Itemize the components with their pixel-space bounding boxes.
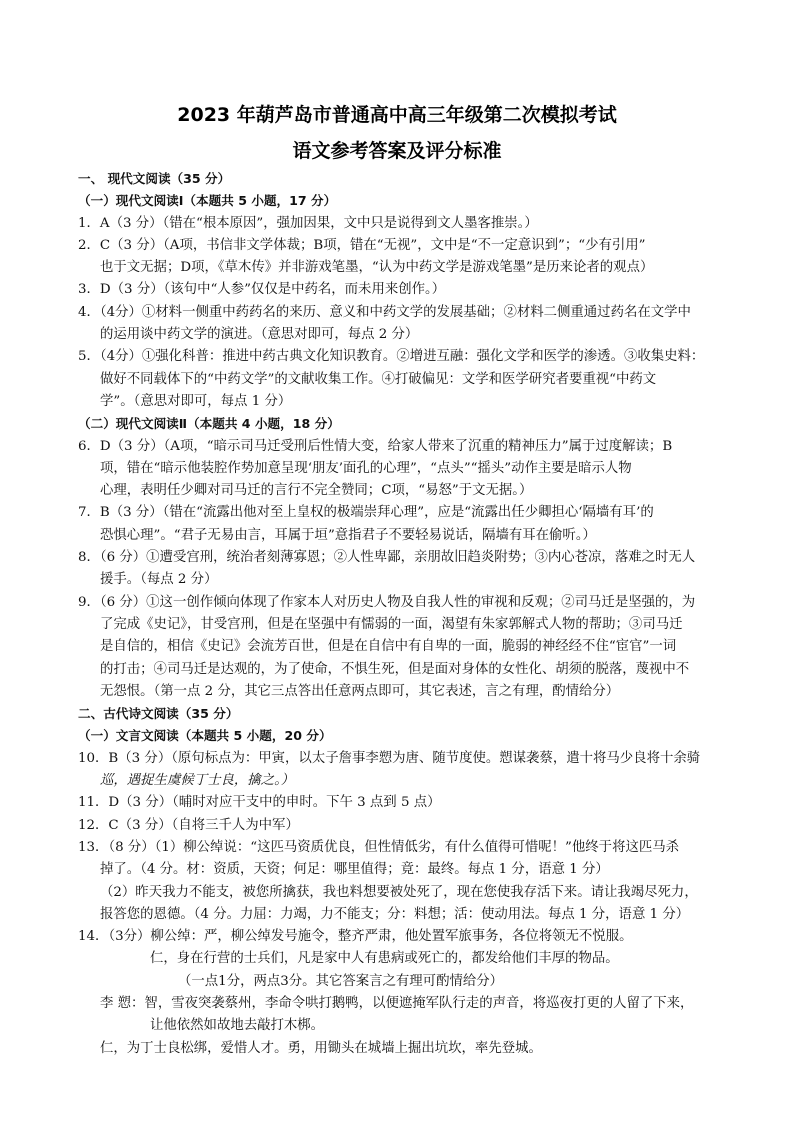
answer-line: （一点1分，两点3分。其它答案言之有理可酌情给分） xyxy=(178,973,504,989)
answer-line: 也于文无据；D项，《草木传》并非游戏笔墨，“认为中药文学是游戏笔墨”是历来论者的观点） xyxy=(100,260,654,276)
exam-subtitle: 语文参考答案及评分标准 xyxy=(292,140,502,162)
answer-line: 恐惧心理”。“君子无易由言，耳属于垣”意指君子不要轻易说话，隔墙有耳在偷听。） xyxy=(100,527,596,543)
answer-line: 让他依然如故地去敲打木梆。 xyxy=(150,1018,325,1034)
answer-line: 11．D（3 分）（晡时对应干支中的申时。下午 3 点到 5 点） xyxy=(78,795,441,811)
answer-line: 4．（4分）①材料一侧重中药药名的来历、意义和中药文学的发展基础；②材料二侧重通过药名在文学中 xyxy=(78,304,691,320)
section-heading: 二、古代诗文阅读（35 分） xyxy=(78,706,239,722)
answer-line: 6．D（3 分）（A项，“暗示司马迁受刑后性情大变，给家人带来了沉重的精神压力”属于过度解读；B xyxy=(78,438,673,454)
section-heading: （二）现代文阅读Ⅱ（本题共 4 小题，18 分） xyxy=(78,416,340,432)
answer-line: 12．C（3 分）（自将三千人为中军） xyxy=(78,817,299,833)
answer-line: 10．B（3 分）（原句标点为：甲寅，以太子詹事李愬为唐、随节度使。愬谋袭蔡，遣十将马少良将十余骑 xyxy=(78,750,701,766)
answer-line: 李 愬：智，雪夜突袭蔡州，李命令哄打鹅鸭，以便遮掩军队行走的声音，将巡夜打更的人留了下来， xyxy=(100,995,694,1011)
answer-line: （2）昨天我力不能支，被您所擒获，我也料想要被处死了，现在您使我存活下来。请让我竭尽死力， xyxy=(100,884,698,900)
answer-line: 了完成《史记》，甘受宫刑，但是在坚强中有懦弱的一面，渴望有朱家郭解式人物的帮助；③司马迁 xyxy=(100,616,683,632)
answer-line: 的运用谈中药文学的演进。（意思对即可，每点 2 分） xyxy=(100,327,419,343)
section-heading: （一）现代文阅读Ⅰ（本题共 5 小题，17 分） xyxy=(78,193,337,209)
answer-line: 1．A（3 分）（错在“根本原因”，强加因果，文中只是说得到文人墨客推崇。） xyxy=(78,215,538,231)
answer-line: 仁，为丁士良松绑，爱惜人才。勇，用锄头在城墙上掘出坑坎，率先登城。 xyxy=(100,1040,542,1056)
section-heading: （一）文言文阅读（本题共 5 小题，20 分） xyxy=(78,728,332,744)
answer-line: 仁，身在行营的士兵们，凡是家中人有患病或死亡的，都发给他们丰厚的物品。 xyxy=(150,951,619,967)
answer-line: 7．B（3 分）（错在“流露出他对至上皇权的极端崇拜心理”，应是“流露出任少卿担心‘隔墙有耳’的 xyxy=(78,505,654,521)
answer-line: 心理，表明任少卿对司马迁的言行不完全赞同；C项，“易怒”于文无据。） xyxy=(100,483,533,499)
answer-line: 是自信的，相信《史记》会流芳百世，但是在自信中有自卑的一面，脆弱的神经经不住“宦官”一词 xyxy=(100,639,677,655)
answer-line: 报答您的恩德。（4 分。力屈：力竭，力不能支；分：料想；活：使动用法。每点 1 分，语意 1 分） xyxy=(100,906,690,922)
answer-line: 13．（8 分）（1）柳公绰说：“这匹马资质优良，但性情低劣，有什么值得可惜呢！”他终于将这匹马杀 xyxy=(78,839,680,855)
answer-line: 无怨恨。（第一点 2 分，其它三点答出任意两点即可，其它表述，言之有理，酌情给分） xyxy=(100,683,620,699)
answer-line: 3．D（3 分）（该句中“人参”仅仅是中药名，而未用来创作。） xyxy=(78,282,446,298)
answer-line: 项，错在“暗示他装腔作势加意呈现‘朋友’面孔的心理”，“点头”“摇头”动作主要是暗示人物 xyxy=(100,460,632,476)
answer-line: 9．（6 分）①这一创作倾向体现了作家本人对历史人物及自我人性的审视和反观；②司马迁是坚强的，为 xyxy=(78,594,696,610)
exam-title: 2023 年葫芦岛市普通高中高三年级第二次模拟考试 xyxy=(177,104,617,126)
answer-content xyxy=(78,168,728,1060)
answer-line: 巡，遇捉生虞候丁士良，擒之。） xyxy=(100,773,295,789)
answer-line: 援手。（每点 2 分） xyxy=(100,572,218,588)
answer-line: 5．（4分）①强化科普：推进中药古典文化知识教育。②增进互融：强化文学和医学的渗透。③收集史料： xyxy=(78,349,705,365)
answer-line: 8．（6 分）①遭受宫刑，统治者刻薄寡恩；②人性卑鄙，亲朋故旧趋炎附势；③内心苍凉，落难之时无人 xyxy=(78,550,696,566)
section-heading: 一、 现代文阅读（35 分） xyxy=(78,171,231,186)
answer-line: 做好不同载体下的“中药文学”的文献收集工作。④打破偏见：文学和医学研究者要重视“中药文 xyxy=(100,371,657,387)
answer-line: 2．C（3 分）（A项，书信非文学体裁；B项，错在“无视”，文中是“不一定意识到”；“少有引用” xyxy=(78,237,646,253)
answer-line: 的打击；④司马迁是达观的，为了使命，不惧生死，但是面对身体的女性化、胡须的脱落，蔑视中不 xyxy=(100,661,690,677)
answer-line: 学”。（意思对即可，每点 1 分） xyxy=(100,393,292,409)
answer-line: 14．（3分）柳公绰：严，柳公绰发号施令，整齐严肃，他处置军旅事务，各位将领无不悦服。 xyxy=(78,929,633,945)
answer-line: 掉了。（4 分。材：资质，天资；何足：哪里值得；竟：最终。每点 1 分，语意 1 分） xyxy=(100,862,609,878)
